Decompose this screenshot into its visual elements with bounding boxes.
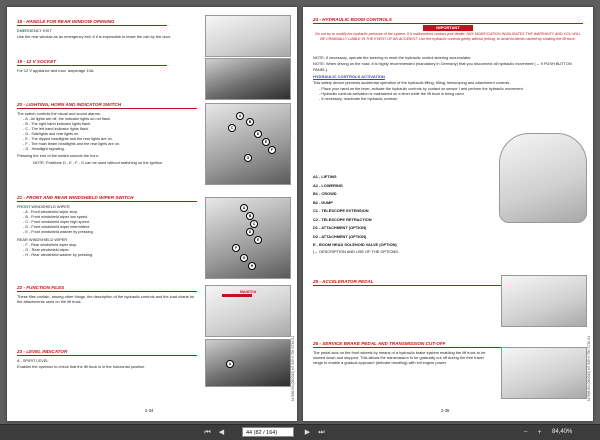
- list-item: - A - Front windshield wiper stop.: [23, 209, 78, 214]
- list-item: - C - The left hand indicator lights flash.: [23, 126, 89, 131]
- section-title: 21 - FRONT AND REAR WINDSHIELD WIPER SWITCH: [17, 195, 197, 202]
- lighting-list: [17, 117, 197, 152]
- section-text: Enables the operator to check that the lift truck is in the horizontal position.: [17, 364, 146, 370]
- activation-text: This safety device prevents accidental operation of the hydraulic lifting, tilting, telescoping and attachment controls.: [313, 80, 511, 86]
- activation-title: HYDRAULIC CONTROLS ACTIVATION: [313, 73, 385, 79]
- section-title: 18 - HANDLE FOR REAR WINDOW OPENING: [17, 19, 167, 26]
- section-title: 25 - ACCELERATOR PEDAL: [313, 279, 583, 286]
- callout-label: E: [262, 138, 270, 146]
- callout-label: C: [228, 124, 236, 132]
- section-title: 20 - LIGHTING, HORN AND INDICATOR SWITCH: [17, 102, 197, 109]
- section-title: 19 - 12 V SOCKET: [17, 59, 167, 66]
- side-code: 547696 EN (06/2013) MT 625 H 75K ST3A S1: [291, 335, 295, 401]
- callout-label: F: [268, 146, 276, 154]
- side-code: 547696 EN (06/2013) MT 625 H 75K ST3A S1: [587, 335, 591, 401]
- section-title: 24 - HYDRAULIC BOOM CONTROLS: [313, 17, 583, 24]
- callout-label: C: [250, 220, 258, 228]
- spirit-level-photo: [205, 339, 291, 387]
- activation-list: [313, 87, 583, 102]
- list-item: - Hydraulic controls activation is maintained on a timer while the lift truck is being used.: [319, 91, 465, 96]
- section-text: The pedal acts on the front wheels by means of a hydraulic brake system enabling the lift truck to be slowed down and stopped. This allows the transmission to be gradually cut off during the free travel range to enable a gradual approach (delicate handling) with full engine power.: [313, 349, 486, 365]
- callout-label: A: [226, 360, 234, 368]
- callout-label: A: [240, 204, 248, 212]
- list-item: - B - The right hand indicator lights flash.: [23, 121, 92, 126]
- note-text: NOTE: If necessary, operate the steering to reset the hydraulic control steering accumulator.: [313, 54, 472, 60]
- section-title: 22 - FUNCTION FILES: [17, 285, 197, 292]
- callout-label: A: [236, 112, 244, 120]
- last-page-icon[interactable]: ⏭: [318, 429, 325, 436]
- section-note: NOTE: Positions D - E - F - G can be used without switching on the ignition.: [33, 160, 164, 166]
- brand-stripe: [222, 294, 252, 297]
- section-19: [17, 59, 167, 73]
- page-number: 2-35: [441, 408, 450, 413]
- list-item: - G - Rear windshield wiper.: [23, 247, 70, 252]
- section-text: These files contain, among other things, the description of the hydraulic controls and the load charts for the attachments used on the lift truck.: [17, 293, 195, 304]
- hydraulic-controls-list: [313, 173, 463, 254]
- page-number-input[interactable]: 44 (82 / 164): [242, 427, 294, 437]
- list-item: - E - The dipped headlights and the rear lights are on.: [23, 136, 113, 141]
- front-wiper-label: FRONT WINDSHIELD WIPER: [17, 203, 70, 209]
- section-21: [17, 195, 197, 258]
- list-item: - E - Front windshield washer by pressing.: [23, 229, 94, 234]
- 12v-socket-photo: [205, 58, 291, 100]
- lighting-switch-photo: [205, 103, 291, 185]
- list-item: - If necessary, reactivate the hydraulic controls.: [319, 96, 399, 101]
- wiper-switch-photo: [205, 197, 291, 279]
- callout-label: B: [246, 118, 254, 126]
- section-text: For 12 V appliance and max. amperage 10A.: [17, 67, 95, 73]
- callout-label: D: [254, 130, 262, 138]
- rear-wiper-label: REAR WINDSHIELD WIPER: [17, 236, 68, 242]
- next-page-icon[interactable]: ▶: [304, 429, 311, 436]
- list-item: - C - Front windshield wiper high speed.: [23, 219, 90, 224]
- zoom-level[interactable]: 84,40%: [552, 429, 573, 435]
- brake-pedal-photo: [501, 347, 587, 399]
- list-item: - Place your hand on the lever, activate the hydraulic controls by contact on sensor I and perform the hydraulic movement.: [319, 86, 524, 91]
- front-wiper-list: [17, 210, 197, 235]
- list-item: - D - Front windshield wiper intermittent.: [23, 224, 91, 229]
- callout-label: H: [248, 262, 256, 270]
- section-subtitle: A - SPIRIT LEVEL: [17, 357, 49, 363]
- rear-window-handle-photo: [205, 15, 291, 57]
- list-item: E - BOOM HEAD SOLENOID VALVE (OPTION): [313, 242, 397, 247]
- rear-wiper-list: [17, 243, 197, 258]
- brand-label: MANITOU: [240, 290, 257, 294]
- controls-note: (→ DESCRIPTION AND USE OF THE OPTIONS.: [313, 248, 399, 254]
- prev-page-icon[interactable]: ◀: [218, 429, 225, 436]
- section-24: [313, 17, 583, 24]
- section-20: [17, 102, 197, 165]
- callout-label: E: [254, 236, 262, 244]
- viewer-toolbar: [0, 424, 600, 440]
- callout-label: F: [232, 244, 240, 252]
- right-page: [303, 7, 593, 421]
- callout-label: G: [240, 254, 248, 262]
- section-subtitle: EMERGENCY EXIT: [17, 27, 52, 33]
- list-item: D2 - ATTACHMENT (OPTION): [313, 233, 367, 239]
- list-item: - F - Rear windshield wiper stop.: [23, 242, 78, 247]
- accelerator-pedal-photo: [501, 275, 587, 327]
- list-item: - B - Front windshield wiper low speed.: [23, 214, 89, 219]
- list-item: - D - Sidelights and rear lights on.: [23, 131, 80, 136]
- list-item: A2 - LOWERING: [313, 182, 343, 188]
- section-outro: Pressing the end of the switch sounds the horn.: [17, 153, 99, 159]
- important-warning: [313, 25, 583, 42]
- section-intro: The switch controls the visual and sound alarms.: [17, 110, 101, 116]
- callout-label: B: [246, 212, 254, 220]
- list-item: A1 - LIFTING: [313, 174, 337, 179]
- list-item: D1 - ATTACHMENT (OPTION): [313, 225, 367, 230]
- section-title: 26 - SERVICE BRAKE PEDAL AND TRANSMISSION CUT-OFF: [313, 341, 583, 348]
- note-text: NOTE: When driving on the road, it is highly recommended (mandatory in Germany) that you disconnect all hydraulic movement (→ 9 PUSH BUTTON PANEL).: [313, 61, 572, 72]
- function-files-photo: [205, 285, 291, 337]
- list-item: - G - Headlight signaling.: [23, 146, 65, 151]
- callout-label: D: [246, 228, 254, 236]
- joystick-photo: [499, 133, 587, 223]
- section-24-notes: [313, 53, 583, 102]
- list-item: C1 - TELESCOPE EXTENSION: [313, 208, 369, 213]
- list-item: - A - All lights are off, the indicator lights do not flash.: [23, 116, 111, 121]
- callout-label: G: [244, 154, 252, 162]
- important-badge: IMPORTANT: [423, 25, 473, 31]
- section-23: [17, 349, 197, 370]
- warning-text: Do not try to modify the hydraulic pressure of the system. If it malfunctions contact your dealer. ANY MODIFICATION INVALIDATES THE WARRANTY AND YOU WILL BE CRIMINALLY LIABLE IN THE EVENT OF AN ACCIDENT. Use the hydraulic controls gently without jerking, to avoid incidents caused by shaking the lift truck.: [315, 32, 581, 41]
- section-title: 23 - LEVEL INDICATOR: [17, 349, 197, 356]
- first-page-icon[interactable]: ⏮: [204, 429, 211, 436]
- section-text: Use the rear window as an emergency exit, if it is impossible to leave the cab by the door.: [17, 34, 171, 40]
- section-22: [17, 285, 197, 304]
- list-item: C2 - TELESCOPE RETRACTION: [313, 216, 372, 222]
- list-item: - F - The main beam headlights and the rear lights are on.: [23, 141, 121, 146]
- zoom-in-icon[interactable]: +: [537, 429, 542, 436]
- list-item: B1 - CROWD: [313, 191, 337, 196]
- left-page: [7, 7, 297, 421]
- list-item: B2 - DUMP: [313, 199, 333, 205]
- zoom-out-icon[interactable]: −: [523, 429, 528, 436]
- section-18: [17, 19, 171, 40]
- list-item: - H - Rear windshield washer by pressing.: [23, 252, 94, 257]
- page-number: 2-34: [145, 408, 154, 413]
